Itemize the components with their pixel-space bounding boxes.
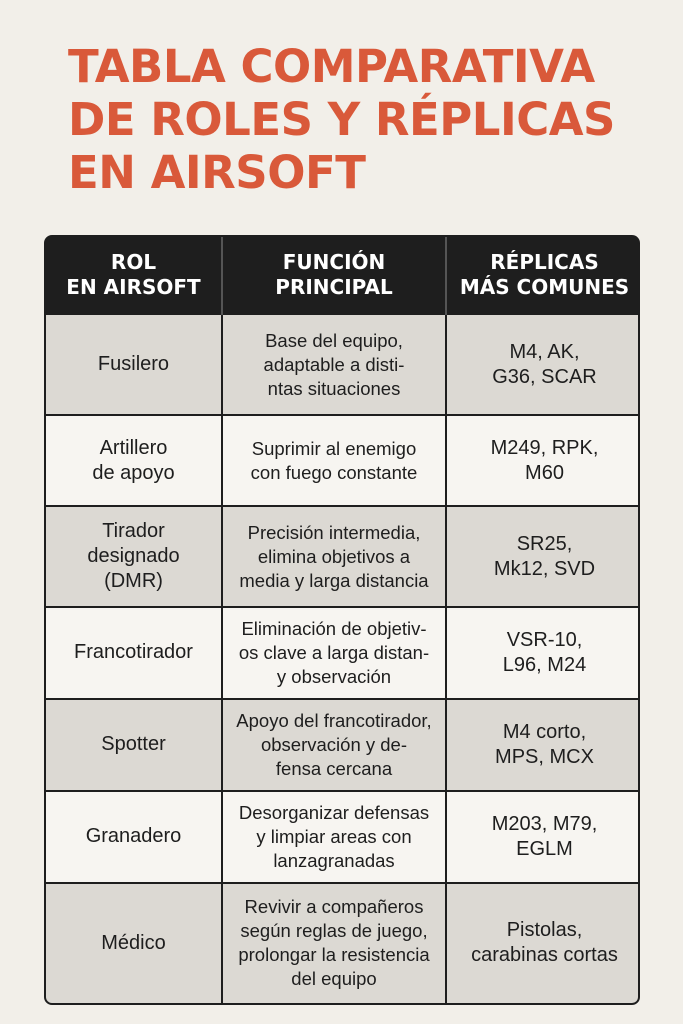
cell-rol [46,699,222,791]
title-line-2: DE ROLES Y RÉPLICAS [68,93,615,146]
cell-rol [46,314,222,415]
table-row [46,314,640,415]
cell-text: Fusilero [97,353,170,376]
table-row [46,883,640,1003]
table-row [46,791,640,883]
header-rol-line: EN AIRSOFT [66,275,201,299]
cell-text: Francotirador [74,641,193,664]
cell-text: M203, M79, [491,812,598,835]
cell-text: Base del equipo, [265,329,403,351]
cell-funcion [222,415,446,506]
cell-text: M4 corto, [502,720,587,743]
cell-text: MPS, MCX [495,745,594,768]
title-line-3: EN AIRSOFT [68,146,366,199]
cell-text: M4, AK, [509,340,580,363]
table-row [46,699,640,791]
cell-text: de apoyo [92,461,175,484]
cell-rol [46,415,222,506]
cell-text: adaptable a disti- [263,353,405,375]
cell-text: carabinas cortas [471,944,618,967]
page-title [68,40,668,199]
table-row [46,415,640,506]
cell-text: Pistolas, [506,919,583,942]
header-replicas [446,237,640,314]
cell-text: M249, RPK, [490,436,599,459]
cell-text: ntas situaciones [267,377,401,399]
cell-text: observación y de- [260,733,408,755]
cell-text: (DMR) [104,570,163,593]
title-line-1: TABLA COMPARATIVA [68,40,595,93]
cell-replicas [446,607,640,698]
cell-text: Mk12, SVD [493,557,596,580]
cell-text: Eliminación de objetiv- [241,617,427,639]
cell-text: Suprimir al enemigo [251,437,417,459]
cell-text: Apoyo del francotirador, [236,709,432,731]
cell-funcion [222,791,446,883]
cell-replicas [446,506,640,607]
cell-text: elimina objetivos a [257,545,411,567]
cell-text: y limpiar areas con [256,825,412,847]
cell-text: Spotter [101,733,166,756]
cell-funcion [222,506,446,607]
cell-funcion [222,883,446,1003]
cell-text: M60 [525,461,564,484]
cell-text: L96, M24 [502,653,587,676]
cell-text: Granadero [85,825,182,848]
cell-funcion [222,699,446,791]
cell-text: Revivir a compañeros [244,896,424,918]
cell-replicas [446,883,640,1003]
cell-replicas [446,415,640,506]
cell-text: Médico [101,931,166,954]
cell-text: Tirador [102,520,165,543]
cell-text: G36, SCAR [492,365,597,388]
cell-text: del equipo [291,968,377,990]
cell-replicas [446,791,640,883]
cell-rol [46,883,222,1003]
cell-text: os clave a larga distan- [238,641,430,663]
cell-funcion [222,607,446,698]
header-replicas-line: MÁS COMUNES [459,275,630,299]
cell-text: SR25, [516,532,573,555]
cell-text: Desorganizar defensas [238,801,430,823]
cell-replicas [446,314,640,415]
table-row [46,607,640,698]
cell-text: Artillero [99,436,168,459]
cell-text: EGLM [516,837,573,860]
cell-rol [46,791,222,883]
cell-text: y observación [276,665,392,687]
cell-text: designado [87,545,180,568]
header-replicas-line: RÉPLICAS [490,250,599,274]
header-funcion [222,237,446,314]
header-rol [46,237,222,314]
cell-text: lanzagranadas [273,849,395,871]
table-row [46,506,640,607]
cell-replicas [446,699,640,791]
table-header-row [46,237,640,314]
cell-text: según reglas de juego, [240,920,428,942]
cell-text: fensa cercana [275,757,393,779]
cell-rol [46,506,222,607]
cell-text: prolongar la resistencia [238,944,430,966]
header-funcion-line: FUNCIÓN [282,250,386,274]
header-rol-line: ROL [110,250,157,274]
header-funcion-line: PRINCIPAL [275,275,393,299]
cell-text: con fuego constante [250,461,418,483]
cell-text: VSR-10, [506,628,583,651]
cell-text: media y larga distancia [239,569,429,591]
cell-text: Precisión intermedia, [247,521,421,543]
cell-rol [46,607,222,698]
cell-funcion [222,314,446,415]
comparison-table [44,235,640,1005]
